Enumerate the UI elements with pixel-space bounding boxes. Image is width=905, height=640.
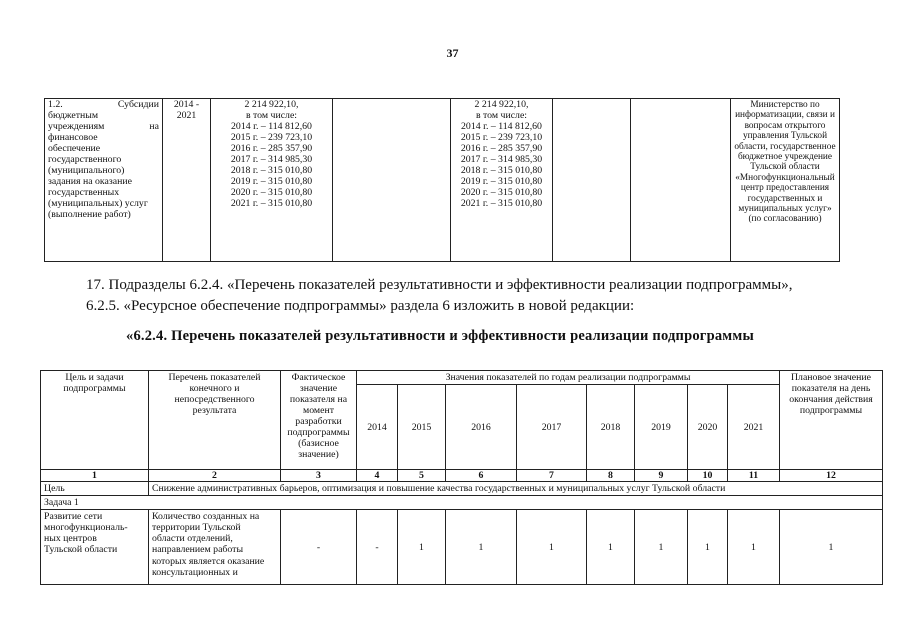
year-header: 2014 [357, 385, 398, 470]
column-number: 10 [688, 470, 728, 482]
resource-table [44, 98, 840, 262]
total-funding-cell: 2 214 922,10, в том числе: 2014 г. – 114 812,60 2015 г. – 239 723,10 2016 г. – 285 357,90 2017 г. – 314 985,30 2018 г. – 315 010,80 2019 г. – 315 010,80 2020 г. – 315 010,80 2021 г. – 315 010,80 [211, 99, 333, 262]
year-header: 2018 [587, 385, 635, 470]
header-indicator: Перечень показателей конечного и непосредственного результата [149, 371, 281, 470]
period-cell: 2014 - 2021 [163, 99, 211, 262]
data-year-cell: 1 [517, 510, 587, 585]
executor-cell: Министерство по информатизации, связи и вопросам открытого управления Тульской области, государственное бюджетное учреждение Тульской области «Многофункциональный центр предоставления государственных и муниципальных услуг» (по согласованию) [731, 99, 840, 262]
column-number: 1 [41, 470, 149, 482]
header-row [41, 371, 883, 385]
empty-cell [553, 99, 631, 262]
item-cell: 1.2. Субсидии бюджетным учреждениям на финансовое обеспечение государственного (муниципального) задания на оказание государственных (муниципальных) услуг (выполнение работ) [45, 99, 163, 262]
data-year-cell: 1 [688, 510, 728, 585]
header-planned: Плановое значение показателя на день окончания действия подпрограммы [780, 371, 883, 470]
data-year-cell: - [357, 510, 398, 585]
section-title: «6.2.4. Перечень показателей результативности и эффективности реализации подпрограммы [126, 328, 754, 344]
paragraph-line: 6.2.5. «Ресурсное обеспечение подпрограммы» раздела 6 изложить в новой редакции: [86, 298, 635, 314]
paragraph-line: 17. Подразделы 6.2.4. «Перечень показателей результативности и эффективности реализации подпрограммы», [86, 277, 793, 293]
column-number: 4 [357, 470, 398, 482]
year-header: 2020 [688, 385, 728, 470]
year-header: 2017 [517, 385, 587, 470]
year-header: 2021 [728, 385, 780, 470]
data-goal-cell: Развитие сети многофункциональ- ных центров Тульской области [41, 510, 149, 585]
column-number: 11 [728, 470, 780, 482]
goal-text: Снижение административных барьеров, оптимизация и повышение качества государственных и муниципальных услуг Тульской области [149, 482, 883, 496]
year-header: 2019 [635, 385, 688, 470]
data-planned-cell: 1 [780, 510, 883, 585]
year-header: 2016 [446, 385, 517, 470]
column-number: 9 [635, 470, 688, 482]
column-number: 12 [780, 470, 883, 482]
empty-cell [631, 99, 731, 262]
column-number: 8 [587, 470, 635, 482]
goal-label: Цель [41, 482, 149, 496]
year-header: 2015 [398, 385, 446, 470]
page-number: 37 [446, 46, 459, 60]
column-number: 7 [517, 470, 587, 482]
goal-row [41, 482, 883, 496]
data-year-cell: 1 [728, 510, 780, 585]
empty-cell [333, 99, 451, 262]
data-year-cell: 1 [398, 510, 446, 585]
column-number: 5 [398, 470, 446, 482]
task-label: Задача 1 [41, 496, 883, 510]
data-year-cell: 1 [635, 510, 688, 585]
data-actual-cell: - [281, 510, 357, 585]
column-number: 6 [446, 470, 517, 482]
table-row [45, 99, 840, 262]
column-numbers-row [41, 470, 883, 482]
task-row [41, 496, 883, 510]
budget-funding-cell: 2 214 922,10, в том числе: 2014 г. – 114 812,60 2015 г. – 239 723,10 2016 г. – 285 357,90 2017 г. – 314 985,30 2018 г. – 315 010,80 2019 г. – 315 010,80 2020 г. – 315 010,80 2021 г. – 315 010,80 [451, 99, 553, 262]
data-indicator-cell: Количество созданных на территории Тульской области отделений, направлением работы которых является оказание консультационных и [149, 510, 281, 585]
header-goal: Цель и задачи подпрограммы [41, 371, 149, 470]
data-year-cell: 1 [446, 510, 517, 585]
column-number: 2 [149, 470, 281, 482]
column-number: 3 [281, 470, 357, 482]
data-year-cell: 1 [587, 510, 635, 585]
header-actual: Фактическое значение показателя на момент разработки подпрограммы (базисное значение) [281, 371, 357, 470]
header-values-by-year: Значения показателей по годам реализации подпрограммы [357, 371, 780, 385]
table-row [41, 510, 883, 585]
indicators-table [40, 370, 883, 585]
amendment-paragraph [86, 275, 846, 317]
